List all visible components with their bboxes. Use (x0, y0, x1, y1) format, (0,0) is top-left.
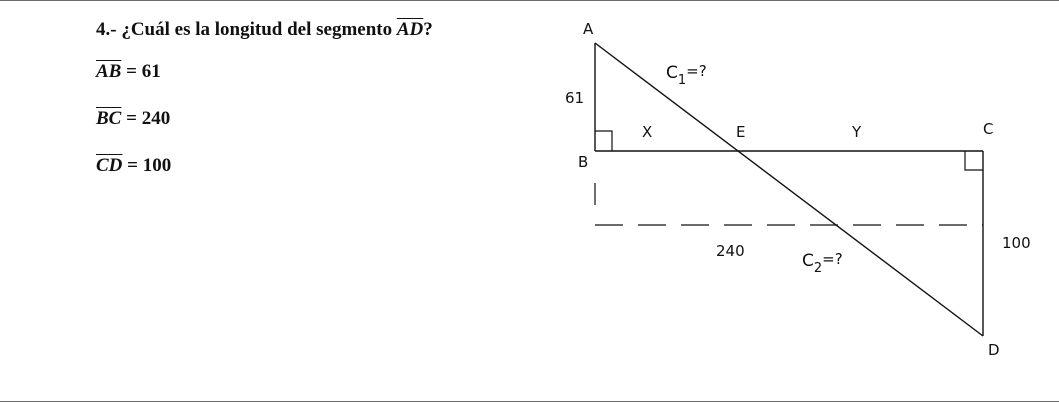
c2-label: $C_2=$? (802, 250, 843, 276)
right-angle-b (595, 131, 612, 151)
given-cd-segment: $\overline{CD}$ (96, 155, 123, 176)
point-d-label: D (988, 341, 1000, 359)
given-bc-value: 240 (141, 108, 171, 129)
x-label: X (642, 123, 653, 141)
question-text: 4.- ¿Cuál es la longitud del segmento (96, 19, 397, 40)
right-angle-c (965, 151, 983, 170)
point-e-label: E (736, 123, 746, 141)
ab-length-label: 61 (565, 89, 585, 107)
point-b-label: B (578, 153, 589, 171)
point-a-label: A (583, 20, 594, 38)
given-ab-operator: = (126, 61, 142, 82)
given-bc-segment: $\overline{BC}$ (96, 108, 122, 129)
c1-label: $C_1=$? (666, 62, 707, 88)
question-segment: $\overline{AD}$ (396, 19, 424, 40)
given-ab-segment: $\overline{AB}$ (96, 61, 122, 82)
given-cd-operator: = (127, 155, 143, 176)
point-c-label: C (983, 120, 994, 138)
cd-length-label: 100 (1002, 234, 1031, 252)
dashed-length-label: 240 (716, 242, 745, 260)
y-label: Y (852, 123, 862, 141)
given-ab-value: 61 (141, 61, 161, 82)
given-bc-operator: = (126, 108, 142, 129)
question-mark: ? (423, 19, 433, 40)
given-cd-value: 100 (142, 155, 172, 176)
segment-ad (595, 43, 983, 336)
geometry-figure (0, 1, 1059, 402)
